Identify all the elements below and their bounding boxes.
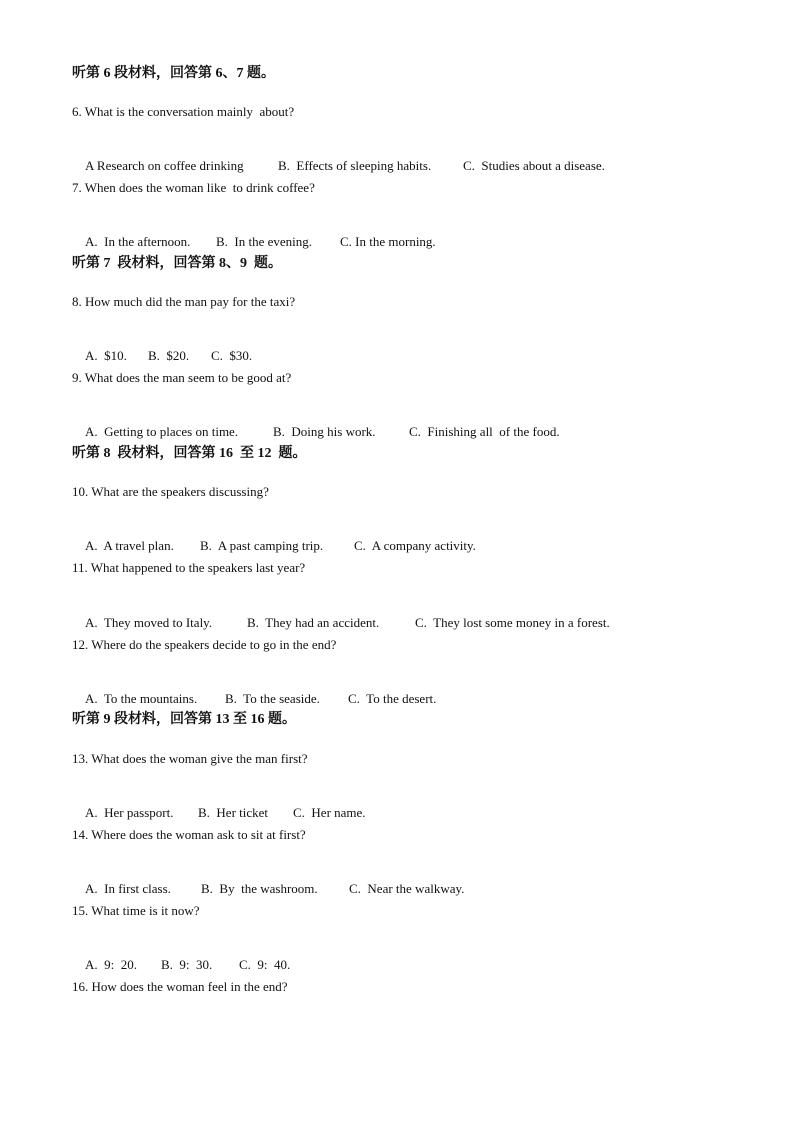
option-14c: C. Near the walkway. — [349, 881, 465, 896]
option-15c: C. 9: 40. — [239, 957, 291, 972]
option-14b: B. By the washroom. — [201, 881, 318, 896]
option-11b: B. They had an accident. — [247, 615, 380, 630]
option-11a: A. They moved to Italy. — [85, 615, 213, 630]
section-heading-7: 听第 7 段材料，回答第 8、9 题。 — [72, 256, 282, 271]
option-13c: C. Her name. — [293, 805, 366, 820]
question-12: 12. Where do the speakers decide to go in the end? — [72, 637, 337, 652]
option-15a: A. 9: 20. — [85, 957, 137, 972]
option-12c: C. To the desert. — [348, 691, 437, 706]
question-6: 6. What is the conversation mainly about? — [72, 104, 295, 119]
option-10a: A. A travel plan. — [85, 538, 174, 553]
option-14a: A. In first class. — [85, 881, 171, 896]
question-11: 11. What happened to the speakers last year? — [72, 560, 306, 575]
section-heading-6: 听第 6 段材料，回答第 6、7 题。 — [72, 66, 275, 81]
option-7b: B. In the evening. — [216, 234, 313, 249]
question-10: 10. What are the speakers discussing? — [72, 484, 269, 499]
option-13b: B. Her ticket — [198, 805, 269, 820]
option-8b: B. $20. — [148, 348, 190, 363]
option-7a: A. In the afternoon. — [85, 234, 191, 249]
option-15b: B. 9: 30. — [161, 957, 213, 972]
question-7: 7. When does the woman like to drink coffee? — [72, 180, 315, 195]
option-6b: B. Effects of sleeping habits. — [278, 158, 432, 173]
option-9b: B. Doing his work. — [273, 424, 376, 439]
option-11c: C. They lost some money in a forest. — [415, 615, 610, 630]
question-14: 14. Where does the woman ask to sit at first? — [72, 827, 306, 842]
option-13a: A. Her passport. — [85, 805, 174, 820]
question-16: 16. How does the woman feel in the end? — [72, 979, 288, 994]
option-6a: A Research on coffee drinking — [85, 158, 244, 173]
option-9c: C. Finishing all of the food. — [409, 424, 560, 439]
option-10b: B. A past camping trip. — [200, 538, 324, 553]
option-9a: A. Getting to places on time. — [85, 424, 239, 439]
option-12b: B. To the seaside. — [225, 691, 320, 706]
question-15: 15. What time is it now? — [72, 903, 200, 918]
section-heading-8: 听第 8 段材料，回答第 16 至 12 题。 — [72, 446, 307, 461]
option-8a: A. $10. — [85, 348, 127, 363]
option-7c: C. In the morning. — [340, 234, 436, 249]
question-13: 13. What does the woman give the man first? — [72, 751, 308, 766]
section-heading-9: 听第 9 段材料，回答第 13 至 16 题。 — [72, 712, 296, 727]
option-12a: A. To the mountains. — [85, 691, 198, 706]
option-8c: C. $30. — [211, 348, 253, 363]
question-8: 8. How much did the man pay for the taxi? — [72, 294, 296, 309]
option-10c: C. A company activity. — [354, 538, 476, 553]
option-6c: C. Studies about a disease. — [463, 158, 605, 173]
question-9: 9. What does the man seem to be good at? — [72, 370, 292, 385]
